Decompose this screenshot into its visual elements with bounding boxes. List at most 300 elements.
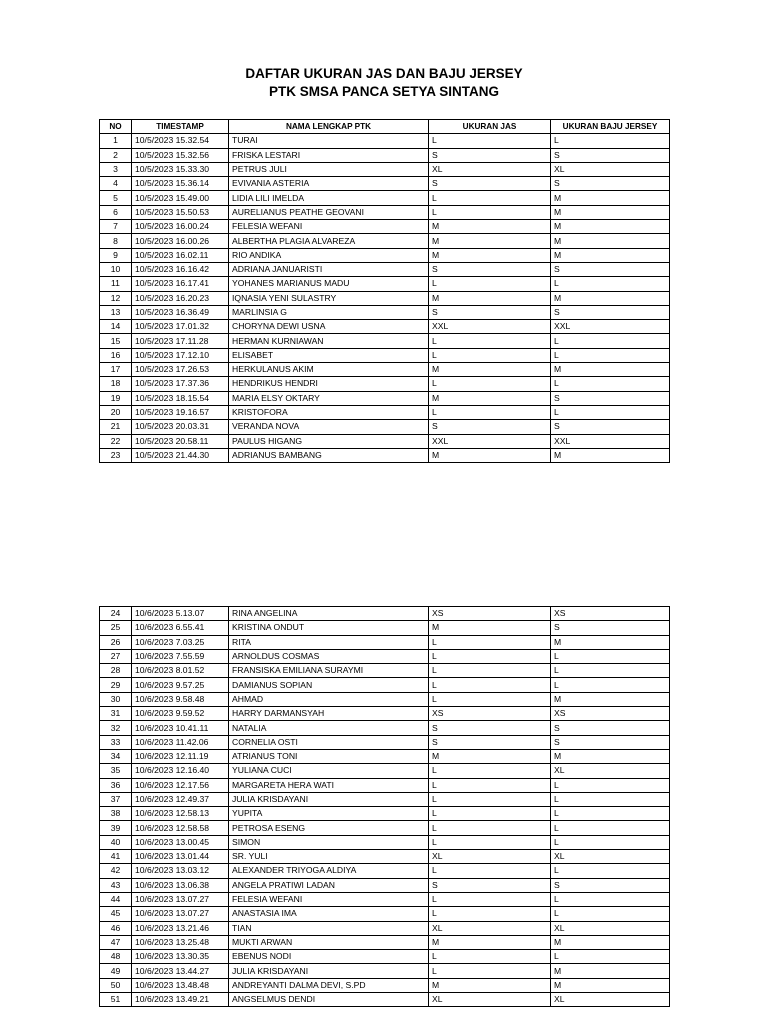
cell-no: 47 <box>100 935 132 949</box>
cell-jersey-size: S <box>551 721 670 735</box>
document-title: DAFTAR UKURAN JAS DAN BAJU JERSEY <box>245 66 523 81</box>
cell-jersey-size: L <box>551 678 670 692</box>
cell-jersey-size: XL <box>551 850 670 864</box>
cell-name: TURAI <box>229 134 429 148</box>
table-header-row <box>100 120 670 134</box>
cell-jacket-size: M <box>429 291 551 305</box>
cell-timestamp: 10/6/2023 6.55.41 <box>132 621 229 635</box>
cell-no: 10 <box>100 262 132 276</box>
cell-no: 42 <box>100 864 132 878</box>
cell-timestamp: 10/5/2023 16.02.11 <box>132 248 229 262</box>
cell-name: FRISKA LESTARI <box>229 148 429 162</box>
cell-no: 7 <box>100 220 132 234</box>
table-row <box>100 678 670 692</box>
cell-timestamp: 10/5/2023 15.33.30 <box>132 162 229 176</box>
cell-name: FELESIA WEFANI <box>229 892 429 906</box>
cell-no: 37 <box>100 792 132 806</box>
cell-name: MUKTI ARWAN <box>229 935 429 949</box>
cell-name: CORNELIA OSTI <box>229 735 429 749</box>
cell-name: RINA ANGELINA <box>229 607 429 621</box>
cell-no: 11 <box>100 277 132 291</box>
table-row <box>100 850 670 864</box>
cell-jersey-size: M <box>551 749 670 763</box>
cell-timestamp: 10/6/2023 13.44.27 <box>132 964 229 978</box>
table-row <box>100 220 670 234</box>
cell-jersey-size: S <box>551 735 670 749</box>
cell-jacket-size: XXL <box>429 320 551 334</box>
table-row <box>100 277 670 291</box>
cell-no: 36 <box>100 778 132 792</box>
cell-name: KRISTOFORA <box>229 405 429 419</box>
cell-jersey-size: XS <box>551 707 670 721</box>
cell-no: 25 <box>100 621 132 635</box>
cell-name: PETRUS JULI <box>229 162 429 176</box>
cell-jersey-size: L <box>551 664 670 678</box>
cell-no: 30 <box>100 692 132 706</box>
cell-jersey-size: S <box>551 420 670 434</box>
cell-jacket-size: L <box>429 950 551 964</box>
cell-timestamp: 10/5/2023 16.17.41 <box>132 277 229 291</box>
cell-name: MARGARETA HERA WATI <box>229 778 429 792</box>
cell-no: 38 <box>100 807 132 821</box>
cell-name: ANGSELMUS DENDI <box>229 993 429 1007</box>
cell-no: 20 <box>100 405 132 419</box>
cell-timestamp: 10/6/2023 13.25.48 <box>132 935 229 949</box>
cell-name: TIAN <box>229 921 429 935</box>
cell-jacket-size: M <box>429 248 551 262</box>
cell-jacket-size: L <box>429 405 551 419</box>
cell-name: ADRIANA JANUARISTI <box>229 262 429 276</box>
cell-name: ANDREYANTI DALMA DEVI, S.PD <box>229 978 429 992</box>
cell-name: PETROSA ESENG <box>229 821 429 835</box>
cell-name: ALBERTHA PLAGIA ALVAREZA <box>229 234 429 248</box>
cell-jacket-size: L <box>429 692 551 706</box>
cell-jacket-size: M <box>429 234 551 248</box>
cell-timestamp: 10/6/2023 8.01.52 <box>132 664 229 678</box>
cell-name: SIMON <box>229 835 429 849</box>
cell-name: FELESIA WEFANI <box>229 220 429 234</box>
cell-name: PAULUS HIGANG <box>229 434 429 448</box>
cell-jacket-size: L <box>429 864 551 878</box>
table-row <box>100 248 670 262</box>
cell-jacket-size: M <box>429 391 551 405</box>
cell-no: 26 <box>100 635 132 649</box>
cell-jersey-size: M <box>551 692 670 706</box>
cell-timestamp: 10/5/2023 17.01.32 <box>132 320 229 334</box>
table-row <box>100 764 670 778</box>
cell-name: JULIA KRISDAYANI <box>229 792 429 806</box>
cell-no: 32 <box>100 721 132 735</box>
cell-no: 40 <box>100 835 132 849</box>
cell-jacket-size: M <box>429 363 551 377</box>
cell-jacket-size: S <box>429 420 551 434</box>
table-row <box>100 405 670 419</box>
table-row <box>100 348 670 362</box>
cell-jacket-size: L <box>429 778 551 792</box>
cell-jacket-size: L <box>429 678 551 692</box>
cell-timestamp: 10/6/2023 13.07.27 <box>132 892 229 906</box>
cell-no: 1 <box>100 134 132 148</box>
cell-jersey-size: S <box>551 391 670 405</box>
cell-jacket-size: L <box>429 334 551 348</box>
cell-name: ATRIANUS TONI <box>229 749 429 763</box>
cell-jersey-size: L <box>551 649 670 663</box>
cell-no: 39 <box>100 821 132 835</box>
table-row <box>100 191 670 205</box>
table-row <box>100 821 670 835</box>
cell-name: DAMIANUS SOPIAN <box>229 678 429 692</box>
cell-jersey-size: M <box>551 234 670 248</box>
document-subtitle: PTK SMSA PANCA SETYA SINTANG <box>268 84 500 99</box>
table-row <box>100 234 670 248</box>
cell-no: 6 <box>100 205 132 219</box>
cell-no: 35 <box>100 764 132 778</box>
table-row <box>100 778 670 792</box>
cell-no: 22 <box>100 434 132 448</box>
cell-jacket-size: L <box>429 635 551 649</box>
cell-timestamp: 10/6/2023 12.49.37 <box>132 792 229 806</box>
cell-jersey-size: M <box>551 205 670 219</box>
cell-jacket-size: L <box>429 377 551 391</box>
cell-no: 29 <box>100 678 132 692</box>
cell-jersey-size: M <box>551 191 670 205</box>
cell-no: 2 <box>100 148 132 162</box>
cell-no: 45 <box>100 907 132 921</box>
table-row <box>100 735 670 749</box>
cell-jersey-size: L <box>551 778 670 792</box>
cell-name: HENDRIKUS HENDRI <box>229 377 429 391</box>
table-row <box>100 749 670 763</box>
cell-no: 41 <box>100 850 132 864</box>
cell-name: AHMAD <box>229 692 429 706</box>
cell-jersey-size: M <box>551 448 670 462</box>
table-row <box>100 148 670 162</box>
cell-jacket-size: L <box>429 664 551 678</box>
table-row <box>100 607 670 621</box>
cell-jacket-size: XXL <box>429 434 551 448</box>
cell-jacket-size: L <box>429 348 551 362</box>
cell-timestamp: 10/6/2023 12.58.58 <box>132 821 229 835</box>
cell-jersey-size: L <box>551 892 670 906</box>
cell-timestamp: 10/5/2023 16.16.42 <box>132 262 229 276</box>
cell-timestamp: 10/6/2023 7.03.25 <box>132 635 229 649</box>
cell-timestamp: 10/5/2023 15.32.54 <box>132 134 229 148</box>
cell-name: ARNOLDUS COSMAS <box>229 649 429 663</box>
table-row <box>100 391 670 405</box>
cell-no: 13 <box>100 305 132 319</box>
cell-no: 24 <box>100 607 132 621</box>
cell-no: 51 <box>100 993 132 1007</box>
cell-name: ANASTASIA IMA <box>229 907 429 921</box>
cell-jersey-size: L <box>551 821 670 835</box>
cell-timestamp: 10/6/2023 13.49.21 <box>132 993 229 1007</box>
cell-no: 48 <box>100 950 132 964</box>
cell-timestamp: 10/6/2023 13.48.48 <box>132 978 229 992</box>
cell-no: 49 <box>100 964 132 978</box>
cell-jersey-size: M <box>551 978 670 992</box>
cell-jersey-size: XL <box>551 162 670 176</box>
cell-name: FRANSISKA EMILIANA SURAYMI <box>229 664 429 678</box>
cell-timestamp: 10/6/2023 13.01.44 <box>132 850 229 864</box>
cell-no: 44 <box>100 892 132 906</box>
cell-timestamp: 10/6/2023 12.58.13 <box>132 807 229 821</box>
cell-jersey-size: L <box>551 348 670 362</box>
cell-name: HARRY DARMANSYAH <box>229 707 429 721</box>
table-body <box>100 134 670 463</box>
cell-name: EVIVANIA ASTERIA <box>229 177 429 191</box>
cell-jersey-size: M <box>551 964 670 978</box>
cell-no: 21 <box>100 420 132 434</box>
cell-jacket-size: S <box>429 878 551 892</box>
cell-jersey-size: L <box>551 134 670 148</box>
cell-jacket-size: XL <box>429 850 551 864</box>
table-row <box>100 907 670 921</box>
table-row <box>100 835 670 849</box>
cell-no: 15 <box>100 334 132 348</box>
cell-jacket-size: M <box>429 621 551 635</box>
cell-name: YOHANES MARIANUS MADU <box>229 277 429 291</box>
table-row <box>100 291 670 305</box>
cell-jersey-size: XL <box>551 993 670 1007</box>
column-header-no: NO <box>100 120 132 134</box>
cell-jersey-size: S <box>551 878 670 892</box>
table-row <box>100 950 670 964</box>
cell-timestamp: 10/6/2023 13.00.45 <box>132 835 229 849</box>
table-row <box>100 635 670 649</box>
table-body <box>100 607 670 1007</box>
cell-jersey-size: L <box>551 807 670 821</box>
cell-jacket-size: M <box>429 749 551 763</box>
table-row <box>100 707 670 721</box>
cell-name: CHORYNA DEWI USNA <box>229 320 429 334</box>
cell-no: 33 <box>100 735 132 749</box>
cell-no: 9 <box>100 248 132 262</box>
cell-jacket-size: S <box>429 262 551 276</box>
cell-jacket-size: L <box>429 964 551 978</box>
cell-timestamp: 10/5/2023 20.03.31 <box>132 420 229 434</box>
cell-jersey-size: XL <box>551 921 670 935</box>
cell-timestamp: 10/5/2023 15.32.56 <box>132 148 229 162</box>
table-row <box>100 878 670 892</box>
cell-jacket-size: L <box>429 277 551 291</box>
cell-jersey-size: XXL <box>551 320 670 334</box>
cell-jersey-size: L <box>551 792 670 806</box>
cell-name: ALEXANDER TRIYOGA ALDIYA <box>229 864 429 878</box>
table-row <box>100 262 670 276</box>
cell-jersey-size: L <box>551 405 670 419</box>
cell-timestamp: 10/6/2023 7.55.59 <box>132 649 229 663</box>
cell-timestamp: 10/6/2023 12.11.19 <box>132 749 229 763</box>
cell-no: 17 <box>100 363 132 377</box>
cell-name: VERANDA NOVA <box>229 420 429 434</box>
cell-jersey-size: S <box>551 148 670 162</box>
table-row <box>100 664 670 678</box>
cell-name: IQNASIA YENI SULASTRY <box>229 291 429 305</box>
cell-jacket-size: M <box>429 448 551 462</box>
cell-timestamp: 10/6/2023 9.59.52 <box>132 707 229 721</box>
column-header-jersey-size: UKURAN BAJU JERSEY <box>551 120 670 134</box>
table-row <box>100 993 670 1007</box>
cell-jacket-size: M <box>429 978 551 992</box>
cell-name: SR. YULI <box>229 850 429 864</box>
cell-name: AURELIANUS PEATHE GEOVANI <box>229 205 429 219</box>
table-row <box>100 964 670 978</box>
cell-timestamp: 10/5/2023 16.20.23 <box>132 291 229 305</box>
cell-timestamp: 10/6/2023 12.16.40 <box>132 764 229 778</box>
cell-jersey-size: M <box>551 935 670 949</box>
cell-jacket-size: L <box>429 807 551 821</box>
cell-jersey-size: L <box>551 864 670 878</box>
cell-jacket-size: M <box>429 935 551 949</box>
cell-jersey-size: S <box>551 177 670 191</box>
cell-timestamp: 10/5/2023 17.11.28 <box>132 334 229 348</box>
table-row <box>100 177 670 191</box>
cell-timestamp: 10/5/2023 15.49.00 <box>132 191 229 205</box>
cell-timestamp: 10/6/2023 13.30.35 <box>132 950 229 964</box>
cell-no: 43 <box>100 878 132 892</box>
cell-jacket-size: S <box>429 148 551 162</box>
table-row <box>100 721 670 735</box>
cell-jersey-size: L <box>551 950 670 964</box>
cell-name: MARLINSIA G <box>229 305 429 319</box>
cell-jersey-size: M <box>551 248 670 262</box>
cell-jacket-size: S <box>429 305 551 319</box>
cell-timestamp: 10/5/2023 15.50.53 <box>132 205 229 219</box>
cell-name: ANGELA PRATIWI LADAN <box>229 878 429 892</box>
cell-no: 8 <box>100 234 132 248</box>
cell-no: 14 <box>100 320 132 334</box>
cell-timestamp: 10/5/2023 17.26.53 <box>132 363 229 377</box>
cell-jacket-size: XL <box>429 162 551 176</box>
table-row <box>100 205 670 219</box>
cell-timestamp: 10/5/2023 17.37.36 <box>132 377 229 391</box>
cell-name: RITA <box>229 635 429 649</box>
cell-timestamp: 10/6/2023 10.41.11 <box>132 721 229 735</box>
cell-no: 28 <box>100 664 132 678</box>
cell-jacket-size: XL <box>429 921 551 935</box>
cell-jersey-size: L <box>551 377 670 391</box>
cell-name: HERMAN KURNIAWAN <box>229 334 429 348</box>
table-row <box>100 162 670 176</box>
cell-timestamp: 10/5/2023 18.15.54 <box>132 391 229 405</box>
cell-jersey-size: M <box>551 220 670 234</box>
table-row <box>100 692 670 706</box>
table-row <box>100 935 670 949</box>
cell-timestamp: 10/5/2023 21.44.30 <box>132 448 229 462</box>
size-table-page-top <box>99 119 670 463</box>
cell-jacket-size: XL <box>429 993 551 1007</box>
cell-timestamp: 10/6/2023 12.17.56 <box>132 778 229 792</box>
cell-name: HERKULANUS AKIM <box>229 363 429 377</box>
cell-name: YUPITA <box>229 807 429 821</box>
table-row <box>100 434 670 448</box>
cell-name: LIDIA LILI IMELDA <box>229 191 429 205</box>
cell-no: 31 <box>100 707 132 721</box>
cell-jacket-size: S <box>429 721 551 735</box>
cell-jacket-size: S <box>429 177 551 191</box>
cell-timestamp: 10/6/2023 9.57.25 <box>132 678 229 692</box>
cell-jersey-size: L <box>551 334 670 348</box>
cell-jersey-size: L <box>551 277 670 291</box>
cell-timestamp: 10/6/2023 5.13.07 <box>132 607 229 621</box>
cell-jacket-size: L <box>429 134 551 148</box>
cell-no: 18 <box>100 377 132 391</box>
table-row <box>100 649 670 663</box>
cell-jersey-size: XXL <box>551 434 670 448</box>
cell-no: 23 <box>100 448 132 462</box>
cell-jacket-size: XS <box>429 707 551 721</box>
cell-jacket-size: L <box>429 907 551 921</box>
cell-timestamp: 10/5/2023 16.00.26 <box>132 234 229 248</box>
cell-jacket-size: L <box>429 205 551 219</box>
cell-no: 3 <box>100 162 132 176</box>
table-row <box>100 134 670 148</box>
cell-name: RIO ANDIKA <box>229 248 429 262</box>
cell-name: KRISTINA ONDUT <box>229 621 429 635</box>
cell-jacket-size: L <box>429 764 551 778</box>
cell-timestamp: 10/6/2023 13.07.27 <box>132 907 229 921</box>
cell-name: EBENUS NODI <box>229 950 429 964</box>
cell-name: ELISABET <box>229 348 429 362</box>
cell-no: 50 <box>100 978 132 992</box>
cell-no: 27 <box>100 649 132 663</box>
cell-name: ADRIANUS BAMBANG <box>229 448 429 462</box>
cell-jacket-size: L <box>429 892 551 906</box>
table-row <box>100 420 670 434</box>
cell-no: 19 <box>100 391 132 405</box>
cell-timestamp: 10/6/2023 9.58.48 <box>132 692 229 706</box>
cell-jersey-size: L <box>551 835 670 849</box>
cell-timestamp: 10/6/2023 11.42.06 <box>132 735 229 749</box>
cell-timestamp: 10/5/2023 16.00.24 <box>132 220 229 234</box>
cell-jacket-size: L <box>429 792 551 806</box>
table-row <box>100 864 670 878</box>
column-header-name: NAMA LENGKAP PTK <box>229 120 429 134</box>
cell-name: JULIA KRISDAYANI <box>229 964 429 978</box>
cell-name: NATALIA <box>229 721 429 735</box>
cell-timestamp: 10/5/2023 15.36.14 <box>132 177 229 191</box>
cell-jersey-size: M <box>551 635 670 649</box>
cell-jacket-size: S <box>429 735 551 749</box>
cell-no: 16 <box>100 348 132 362</box>
cell-no: 12 <box>100 291 132 305</box>
cell-no: 46 <box>100 921 132 935</box>
cell-jersey-size: XL <box>551 764 670 778</box>
cell-jersey-size: L <box>551 907 670 921</box>
table-row <box>100 892 670 906</box>
table-row <box>100 621 670 635</box>
cell-timestamp: 10/5/2023 16.36.49 <box>132 305 229 319</box>
cell-jersey-size: M <box>551 363 670 377</box>
cell-name: MARIA ELSY OKTARY <box>229 391 429 405</box>
cell-name: YULIANA CUCI <box>229 764 429 778</box>
cell-no: 5 <box>100 191 132 205</box>
table-row <box>100 978 670 992</box>
cell-jacket-size: M <box>429 220 551 234</box>
table-row <box>100 305 670 319</box>
table-row <box>100 921 670 935</box>
size-table-page-bottom <box>99 606 670 1007</box>
cell-jacket-size: XS <box>429 607 551 621</box>
cell-jersey-size: S <box>551 262 670 276</box>
table-row <box>100 334 670 348</box>
cell-timestamp: 10/5/2023 17.12.10 <box>132 348 229 362</box>
table-row <box>100 377 670 391</box>
cell-jacket-size: L <box>429 821 551 835</box>
cell-timestamp: 10/6/2023 13.06.38 <box>132 878 229 892</box>
cell-jersey-size: S <box>551 305 670 319</box>
cell-jacket-size: L <box>429 835 551 849</box>
